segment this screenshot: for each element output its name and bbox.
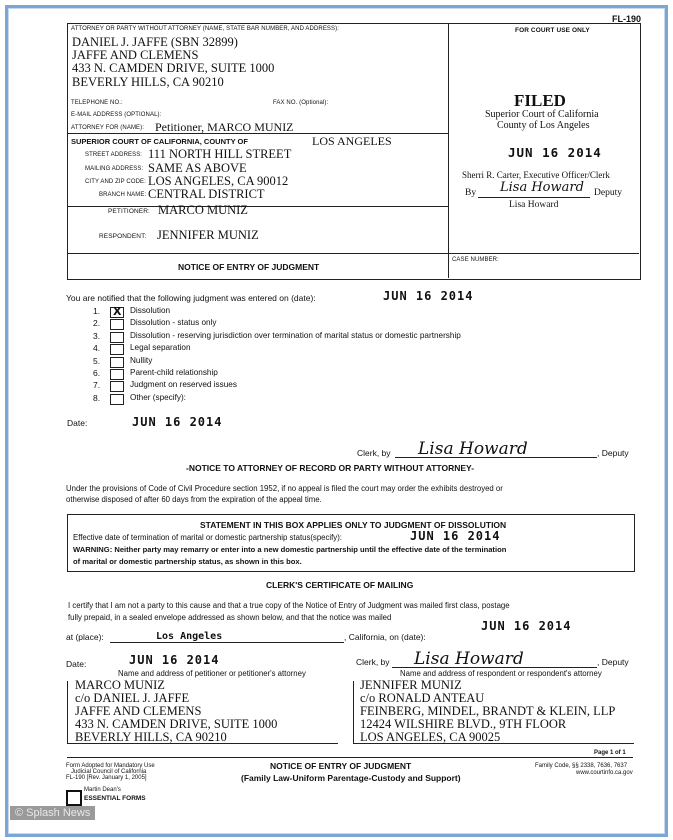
mailing-label: MAILING ADDRESS:	[85, 166, 144, 172]
city-value: LOS ANGELES, CA 90012	[148, 174, 289, 188]
essential-forms-logo-icon	[66, 790, 82, 806]
judgment-item-label: Parent-child relationship	[130, 368, 218, 377]
mailing-clerk-by: Clerk, by	[356, 657, 390, 667]
attorney-line-2: JAFFE AND CLEMENS	[72, 48, 199, 62]
court-county: LOS ANGELES	[312, 134, 392, 148]
petitioner-label: PETITIONER:	[108, 208, 150, 215]
mailing-value: SAME AS ABOVE	[148, 161, 247, 175]
logo-line2: ESSENTIAL FORMS	[84, 795, 146, 802]
footer-center2: (Family Law-Uniform Parentage-Custody and Support)	[241, 773, 461, 783]
right-address-line-1: JENNIFER MUNIZ	[360, 678, 462, 692]
attorney-notice-title: -NOTICE TO ATTORNEY OF RECORD OR PARTY WITHOUT ATTORNEY-	[186, 463, 475, 473]
filed-stamp-deputy: Deputy	[594, 188, 622, 198]
attorney-for-label: ATTORNEY FOR (NAME):	[71, 125, 145, 131]
respondent-value: JENNIFER MUNIZ	[157, 228, 259, 242]
attorney-line-1: DANIEL J. JAFFE (SBN 32899)	[72, 35, 238, 49]
mailing-line2: fully prepaid, in a sealed envelope addressed as shown below, and that the notice was mailed	[68, 613, 392, 622]
attorney-notice-line1: Under the provisions of Code of Civil Procedure section 1952, if no appeal is filed the court may order the exhibits destroyed or	[66, 484, 503, 493]
respondent-label: RESPONDENT:	[99, 233, 147, 240]
judgment-item-checkbox[interactable]	[110, 344, 124, 355]
court-use-label: FOR COURT USE ONLY	[515, 27, 590, 34]
attorney-for-value: Petitioner, MARCO MUNIZ	[155, 120, 294, 134]
filed-stamp-clerk: Sherri R. Carter, Executive Officer/Clerk	[462, 170, 610, 180]
filed-stamp-deputy-name: Lisa Howard	[509, 200, 559, 210]
left-address-line-5: BEVERLY HILLS, CA 90210	[75, 730, 227, 744]
dissolution-warning1: WARNING: Neither party may remarry or enter into a new domestic partnership until the effective date of the termination	[73, 545, 507, 554]
mailing-date-label: Date:	[66, 659, 87, 669]
footer-page: Page 1 of 1	[594, 750, 626, 756]
judgment-item-number: 4.	[93, 343, 101, 353]
mailing-line1: I certify that I am not a party to this cause and that a true copy of the Notice of Entry of Judgment was mailed first class, postage	[68, 601, 510, 610]
judgment-item-label: Nullity	[130, 356, 153, 365]
court-heading: SUPERIOR COURT OF CALIFORNIA, COUNTY OF	[71, 137, 248, 146]
right-address-line-2: c/o RONALD ANTEAU	[360, 691, 485, 705]
judgment-item-label: Judgment on reserved issues	[130, 380, 237, 389]
dissolution-title: STATEMENT IN THIS BOX APPLIES ONLY TO JUDGMENT OF DISSOLUTION	[200, 520, 507, 530]
notice-intro: You are notified that the following judgment was entered on (date):	[66, 293, 316, 303]
clerk-by-label: Clerk, by	[357, 448, 391, 458]
dissolution-effective: Effective date of termination of marital or domestic partnership status(specify):	[73, 533, 342, 542]
judgment-item-number: 2.	[93, 318, 101, 328]
left-address-line-2: c/o DANIEL J. JAFFE	[75, 691, 190, 705]
judgment-item-number: 8.	[93, 393, 101, 403]
footer-right: Family Code, §§ 2338, 7636, 7637	[535, 763, 628, 769]
rule	[67, 253, 639, 254]
judgment-item-label: Other (specify):	[130, 393, 186, 402]
caption-divider	[448, 23, 449, 278]
footer-right2: www.courtinfo.ca.gov	[576, 770, 633, 776]
mailing-place: Los Angeles	[156, 631, 223, 642]
judgment-item-checkbox[interactable]	[110, 394, 124, 405]
judgment-item-checkbox[interactable]	[110, 319, 124, 330]
logo-line1: Martin Dean's	[84, 787, 121, 793]
filed-stamp-date: JUN 16 2014	[508, 145, 602, 160]
petitioner-value: MARCO MUNIZ	[158, 203, 248, 217]
judgment-item-checkbox[interactable]	[110, 381, 124, 392]
judgment-item-checkbox[interactable]	[110, 332, 124, 343]
left-address-line-4: 433 N. CAMDEN DRIVE, SUITE 1000	[75, 717, 278, 731]
mailing-california-on: , California, on (date):	[344, 632, 426, 642]
judgment-item-number: 7.	[93, 380, 101, 390]
mailing-title: CLERK'S CERTIFICATE OF MAILING	[266, 580, 414, 590]
footer-left3: FL-190 [Rev. January 1, 2005]	[66, 775, 147, 781]
judgment-item-checkbox[interactable]	[110, 307, 124, 318]
mailing-date: JUN 16 2014	[481, 619, 572, 633]
city-label: CITY AND ZIP CODE:	[85, 179, 146, 185]
judgment-item-checkbox[interactable]	[110, 369, 124, 380]
judgment-item-number: 3.	[93, 331, 101, 341]
filed-stamp-title: FILED	[514, 91, 566, 110]
mailing-signature: Lisa Howard	[414, 649, 524, 669]
judgment-item-label: Dissolution - reserving jurisdiction over termination of marital status or domestic partnership	[130, 331, 461, 340]
rule	[67, 206, 448, 207]
form-number: FL-190	[612, 14, 642, 24]
branch-value: CENTRAL DISTRICT	[148, 187, 265, 201]
filed-stamp-signature: Lisa Howard	[500, 180, 584, 195]
left-address-line-3: JAFFE AND CLEMENS	[75, 704, 202, 718]
date-value: JUN 16 2014	[132, 415, 223, 429]
email-label: E-MAIL ADDRESS (OPTIONAL):	[71, 112, 162, 118]
mailing-deputy: , Deputy	[597, 657, 629, 667]
footer-left2: Judicial Council of California	[71, 769, 147, 775]
judgment-date: JUN 16 2014	[383, 289, 474, 303]
place-line	[110, 642, 344, 643]
branch-label: BRANCH NAME:	[99, 192, 147, 198]
street-value: 111 NORTH HILL STREET	[148, 147, 292, 161]
clerk-signature: Lisa Howard	[418, 439, 528, 459]
document-title: NOTICE OF ENTRY OF JUDGMENT	[178, 262, 320, 272]
date-label: Date:	[67, 418, 88, 428]
judgment-item-label: Legal separation	[130, 343, 191, 352]
right-address-line-4: 12424 WILSHIRE BLVD., 9TH FLOOR	[360, 717, 567, 731]
dissolution-warning2: of marital or domestic partnership status, as shown in this box.	[73, 557, 302, 566]
attorney-line-3: 433 N. CAMDEN DRIVE, SUITE 1000	[72, 61, 275, 75]
filed-stamp-signature-line	[478, 197, 590, 198]
judgment-item-label: Dissolution	[130, 306, 171, 315]
judgment-item-number: 6.	[93, 368, 101, 378]
right-address-heading: Name and address of respondent or respondent's attorney	[400, 669, 602, 678]
attorney-line-4: BEVERLY HILLS, CA 90210	[72, 75, 224, 89]
left-address-heading: Name and address of petitioner or petitioner's attorney	[118, 669, 306, 678]
judgment-item-label: Dissolution - status only	[130, 318, 217, 327]
right-address-line-5: LOS ANGELES, CA 90025	[360, 730, 501, 744]
watermark: © Splash News	[10, 806, 95, 820]
checkbox-mark: X	[113, 305, 122, 318]
footer-left1: Form Adopted for Mandatory Use	[66, 763, 155, 769]
mailing-at-label: at (place):	[66, 632, 104, 642]
footer-rule	[67, 757, 633, 758]
filed-stamp-line1: Superior Court of California	[485, 109, 599, 120]
filed-stamp-line2: County of Los Angeles	[497, 120, 590, 131]
right-address-line-3: FEINBERG, MINDEL, BRANDT & KLEIN, LLP	[360, 704, 616, 718]
judgment-item-number: 5.	[93, 356, 101, 366]
attorney-label: ATTORNEY OR PARTY WITHOUT ATTORNEY (NAME, STATE BAR NUMBER, AND ADDRESS):	[71, 26, 340, 32]
street-label: STREET ADDRESS:	[85, 152, 143, 158]
telephone-label: TELEPHONE NO.:	[71, 100, 123, 106]
dissolution-date: JUN 16 2014	[410, 529, 501, 543]
case-number-label: CASE NUMBER:	[452, 257, 499, 263]
judgment-item-checkbox[interactable]	[110, 357, 124, 368]
footer-center1: NOTICE OF ENTRY OF JUDGMENT	[270, 761, 412, 771]
mailing-date-value: JUN 16 2014	[129, 653, 220, 667]
left-address-line-1: MARCO MUNIZ	[75, 678, 165, 692]
deputy-label: , Deputy	[597, 448, 629, 458]
attorney-notice-line2: otherwise disposed of after 60 days from the expiration of the appeal time.	[66, 495, 322, 504]
filed-stamp-by: By	[465, 188, 477, 198]
fax-label: FAX NO. (Optional):	[273, 100, 329, 106]
judgment-item-number: 1.	[93, 306, 101, 316]
